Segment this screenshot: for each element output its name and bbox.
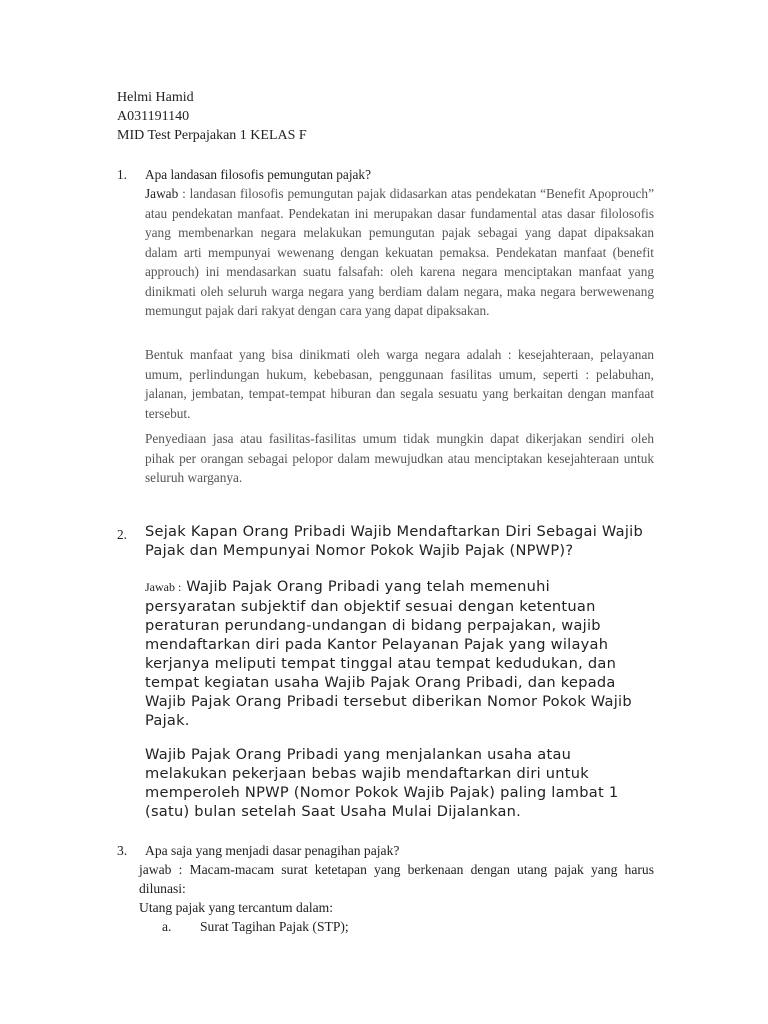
author-name: Helmi Hamid	[117, 90, 194, 105]
answer-2-line: peraturan perundang-undangan di bidang perpajakan, wajib	[145, 617, 601, 634]
answer-2-line: Wajib Pajak Orang Pribadi yang telah memenuhi	[181, 578, 550, 595]
answer-2-label: Jawab :	[145, 580, 182, 594]
question-3-number: 3.	[117, 843, 128, 858]
list-item-a-text: Surat Tagihan Pajak (STP);	[200, 919, 349, 934]
list-item-a-label: a.	[162, 919, 172, 934]
answer-2-first-line	[145, 577, 632, 597]
question-2-text	[145, 522, 643, 560]
answer-2-line: tempat kegiatan usaha Wajib Pajak Orang Pribadi, dan kepada	[145, 674, 616, 691]
question-3-answer: jawab : Macam-macam surat ketetapan yang berkenaan dengan utang pajak yang harus dilunasi:	[139, 862, 654, 896]
question-2-answer	[145, 577, 632, 730]
question-3-subheading: Utang pajak yang tercantum dalam:	[139, 900, 334, 915]
question-2-number: 2.	[117, 527, 127, 542]
question-3-text: Apa saja yang menjadi dasar penagihan pajak?	[145, 843, 400, 858]
test-title: MID Test Perpajakan 1 KELAS F	[117, 128, 307, 143]
question-2-paragraph-2	[145, 745, 618, 821]
question-1-text: Apa landasan filosofis pemungutan pajak?	[145, 167, 371, 182]
document-header	[117, 88, 307, 145]
answer-2-line: kerjanya meliputi tempat tinggal atau tempat kedudukan, dan	[145, 655, 617, 672]
paragraph-2-line: memperoleh NPWP (Nomor Pokok Wajib Pajak) paling lambat 1	[145, 784, 619, 801]
paragraph-2-line: Wajib Pajak Orang Pribadi yang menjalankan usaha atau	[145, 746, 572, 763]
question-1-number: 1.	[117, 167, 127, 182]
question-2-line: Pajak dan Mempunyai Nomor Pokok Wajib Pajak (NPWP)?	[145, 542, 574, 559]
answer-2-line: persyaratan subjektif dan objektif sesuai dengan ketentuan	[145, 598, 596, 615]
answer-2-line: mendaftarkan diri pada Kantor Pelayanan Pajak yang wilayah	[145, 636, 609, 653]
question-1-paragraph-2: Bentuk manfaat yang bisa dinikmati oleh warga negara adalah : kesejahteraan, pelayanan umum, perlindungan hukum, kebebasan, penggunaan fasilitas umum, seperti : pelabuhan, jalanan, jembatan, tempat-tempat hiburan dan segala sesuatu yang berkaitan dengan manfaat tersebut.	[145, 347, 654, 421]
student-id: A031191140	[117, 109, 190, 124]
paragraph-2-line: (satu) bulan setelah Saat Usaha Mulai Dijalankan.	[145, 803, 522, 820]
question-1-paragraph-3: Penyediaan jasa atau fasilitas-fasilitas umum tidak mungkin dapat dikerjakan sendiri oleh pihak per orangan sebagai pelopor dalam mewujudkan atau menciptakan kesejahteraan untuk seluruh warganya.	[145, 431, 654, 485]
answer-1-text: : landasan filosofis pemungutan pajak didasarkan atas pendekatan “Benefit Apoprouch” atau pendekatan manfaat. Pendekatan ini merupakan dasar fundamental atas dasar filolosofis yang membenarkan negara melakukan pemungutan pajak sebagai yang dapat dipaksakan dalam arti mempunyai wewenang dengan kekuatan pemaksa. Pendekatan manfaat (benefit approuch) ini mendasarkan suatu falsafah: oleh karena negara menciptakan manfaat yang dinikmati oleh seluruh warga negara yang berdiam dalam negara, maka negara berwewenang memungut pajak dari rakyat dengan cara yang dapat dipaksakan.	[145, 186, 654, 318]
paragraph-2-line: melakukan pekerjaan bebas wajib mendaftarkan diri untuk	[145, 765, 589, 782]
answer-2-line: Wajib Pajak Orang Pribadi tersebut diberikan Nomor Pokok Wajib	[145, 693, 632, 710]
question-2-line: Sejak Kapan Orang Pribadi Wajib Mendaftarkan Diri Sebagai Wajib	[145, 523, 643, 540]
answer-1-label: Jawab	[145, 186, 179, 201]
answer-2-line: Pajak.	[145, 712, 190, 729]
question-1-answer	[145, 184, 654, 321]
